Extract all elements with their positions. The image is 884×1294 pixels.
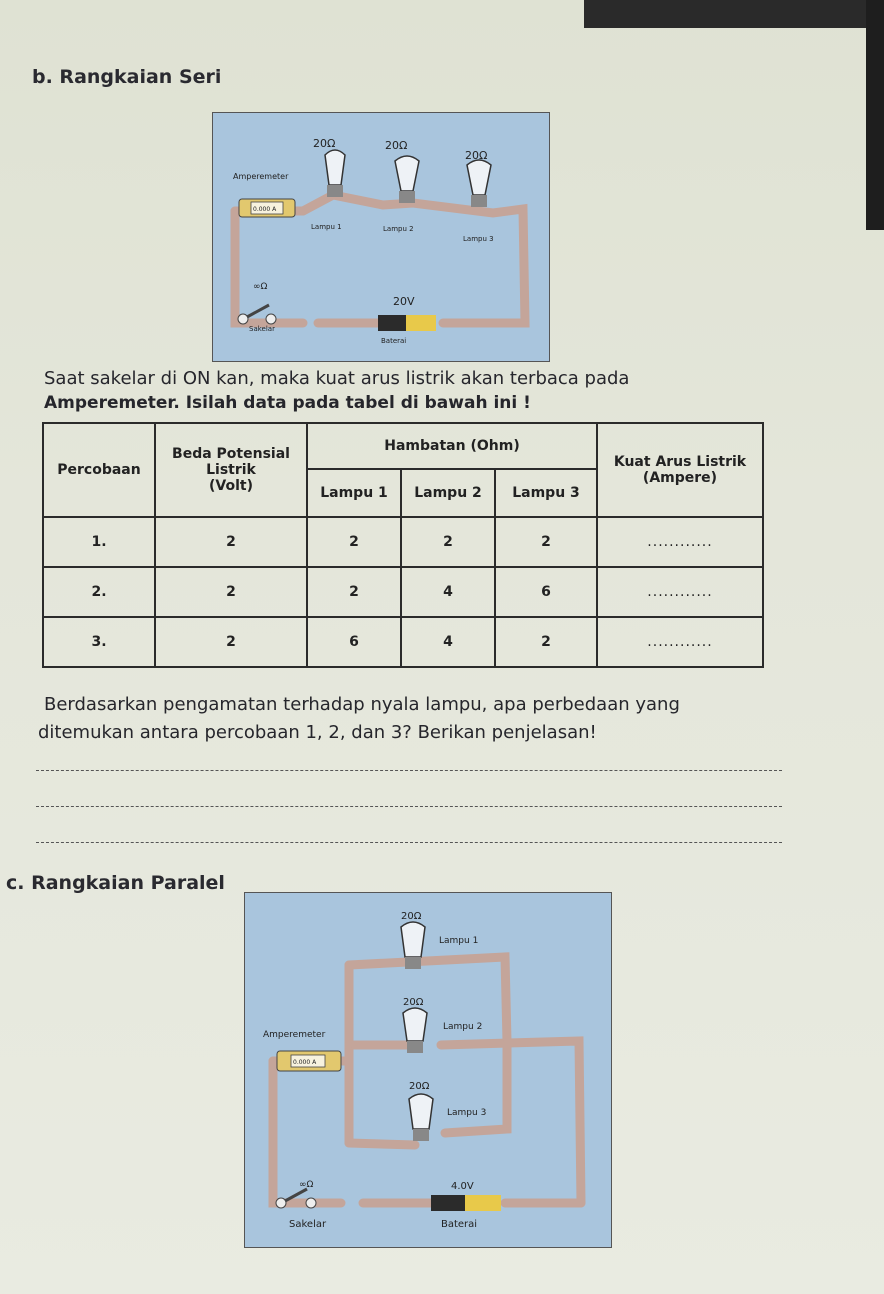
section-c-heading: c. Rangkaian Paralel [6,872,225,894]
cell-lampu-1: 2 [307,517,401,567]
series-circuit-diagram [212,112,550,362]
data-table [42,422,764,668]
cell-no: 2. [43,567,155,617]
series-circuit-svg [213,113,549,361]
ammeter-label: Amperemeter [263,1030,326,1040]
cell-lampu-3: 6 [495,567,597,617]
ammeter-readout: 0.000 A [293,1059,317,1066]
cell-volt: 2 [155,617,307,667]
resistor-label-1: 20Ω [313,137,336,150]
lamp-1-icon [325,150,345,197]
question-line-1: Berdasarkan pengamatan terhadap nyala lampu, apa perbedaan yang [44,694,680,715]
lamp-label-2: Lampu 2 [443,1022,483,1032]
wire-branch-3 [349,1051,415,1145]
cell-volt: 2 [155,517,307,567]
cell-lampu-3: 2 [495,617,597,667]
table-row [43,567,763,617]
header-kuat-arus [597,423,763,517]
page-edge-shadow [584,0,884,28]
lamp-label-2: Lampu 2 [383,225,414,233]
battery-voltage-label: 4.0V [451,1181,474,1192]
lamp-3-icon [467,160,491,207]
cell-arus-blank[interactable]: ............ [597,517,763,567]
switch-resistance-label: ∞Ω [253,282,268,292]
intro-line-2: Amperemeter. Isilah data pada tabel di bawah ini ! [44,393,531,413]
battery-icon [431,1195,501,1211]
intro-line-1: Saat sakelar di ON kan, maka kuat arus listrik akan terbaca pada [44,368,630,389]
parallel-circuit-svg [245,893,611,1247]
section-b-heading: b. Rangkaian Seri [32,66,222,88]
battery-voltage-label: 20V [393,295,415,308]
lamp-label-1: Lampu 1 [311,223,342,231]
answer-line-1[interactable] [36,770,782,771]
resistor-label-1: 20Ω [401,911,422,922]
cell-arus-blank[interactable]: ............ [597,617,763,667]
resistor-label-3: 20Ω [409,1081,430,1092]
ammeter-label: Amperemeter [233,172,289,181]
resistor-label-2: 20Ω [385,139,408,152]
header-kuat-arus-line1: Kuat Arus Listrik [613,454,747,470]
battery-label: Baterai [381,337,407,345]
header-lampu-1: Lampu 1 [307,469,401,517]
cell-lampu-1: 6 [307,617,401,667]
battery-label: Baterai [441,1219,478,1230]
header-kuat-arus-line2: (Ampere) [642,470,718,486]
resistor-label-3: 20Ω [465,149,488,162]
header-hambatan: Hambatan (Ohm) [307,423,597,469]
page-edge-shadow-right [866,0,884,230]
cell-volt: 2 [155,567,307,617]
battery-icon [378,315,436,331]
parallel-circuit-diagram [244,892,612,1248]
lamp-label-3: Lampu 3 [463,235,494,243]
wire-branch-2-top [349,1041,581,1203]
resistor-label-2: 20Ω [403,997,424,1008]
cell-lampu-2: 2 [401,517,495,567]
lamp-3-icon [409,1094,433,1141]
switch-label: Sakelar [249,325,275,333]
header-beda-potensial [155,423,307,517]
header-beda-potensial-line3: (Volt) [209,478,253,494]
switch-label: Sakelar [289,1219,327,1230]
cell-lampu-2: 4 [401,567,495,617]
lamp-2-icon [395,156,419,203]
switch-resistance-label: ∞Ω [299,1180,314,1190]
cell-no: 3. [43,617,155,667]
ammeter-readout: 0.000 A [253,206,277,213]
cell-lampu-3: 2 [495,517,597,567]
answer-line-3[interactable] [36,842,782,843]
header-percobaan: Percobaan [43,423,155,517]
table-row [43,517,763,567]
header-lampu-2: Lampu 2 [401,469,495,517]
answer-line-2[interactable] [36,806,782,807]
cell-arus-blank[interactable]: ............ [597,567,763,617]
cell-no: 1. [43,517,155,567]
header-beda-potensial-line2: Listrik [206,462,256,478]
lamp-label-3: Lampu 3 [447,1108,487,1118]
table-row [43,617,763,667]
cell-lampu-1: 2 [307,567,401,617]
cell-lampu-2: 4 [401,617,495,667]
lamp-label-1: Lampu 1 [439,936,479,946]
header-beda-potensial-line1: Beda Potensial [172,446,290,462]
header-lampu-3: Lampu 3 [495,469,597,517]
wire-branch-1 [349,957,507,1041]
question-line-2: ditemukan antara percobaan 1, 2, dan 3? Berikan penjelasan! [38,722,597,743]
wire-branch-3-right [445,1043,507,1133]
